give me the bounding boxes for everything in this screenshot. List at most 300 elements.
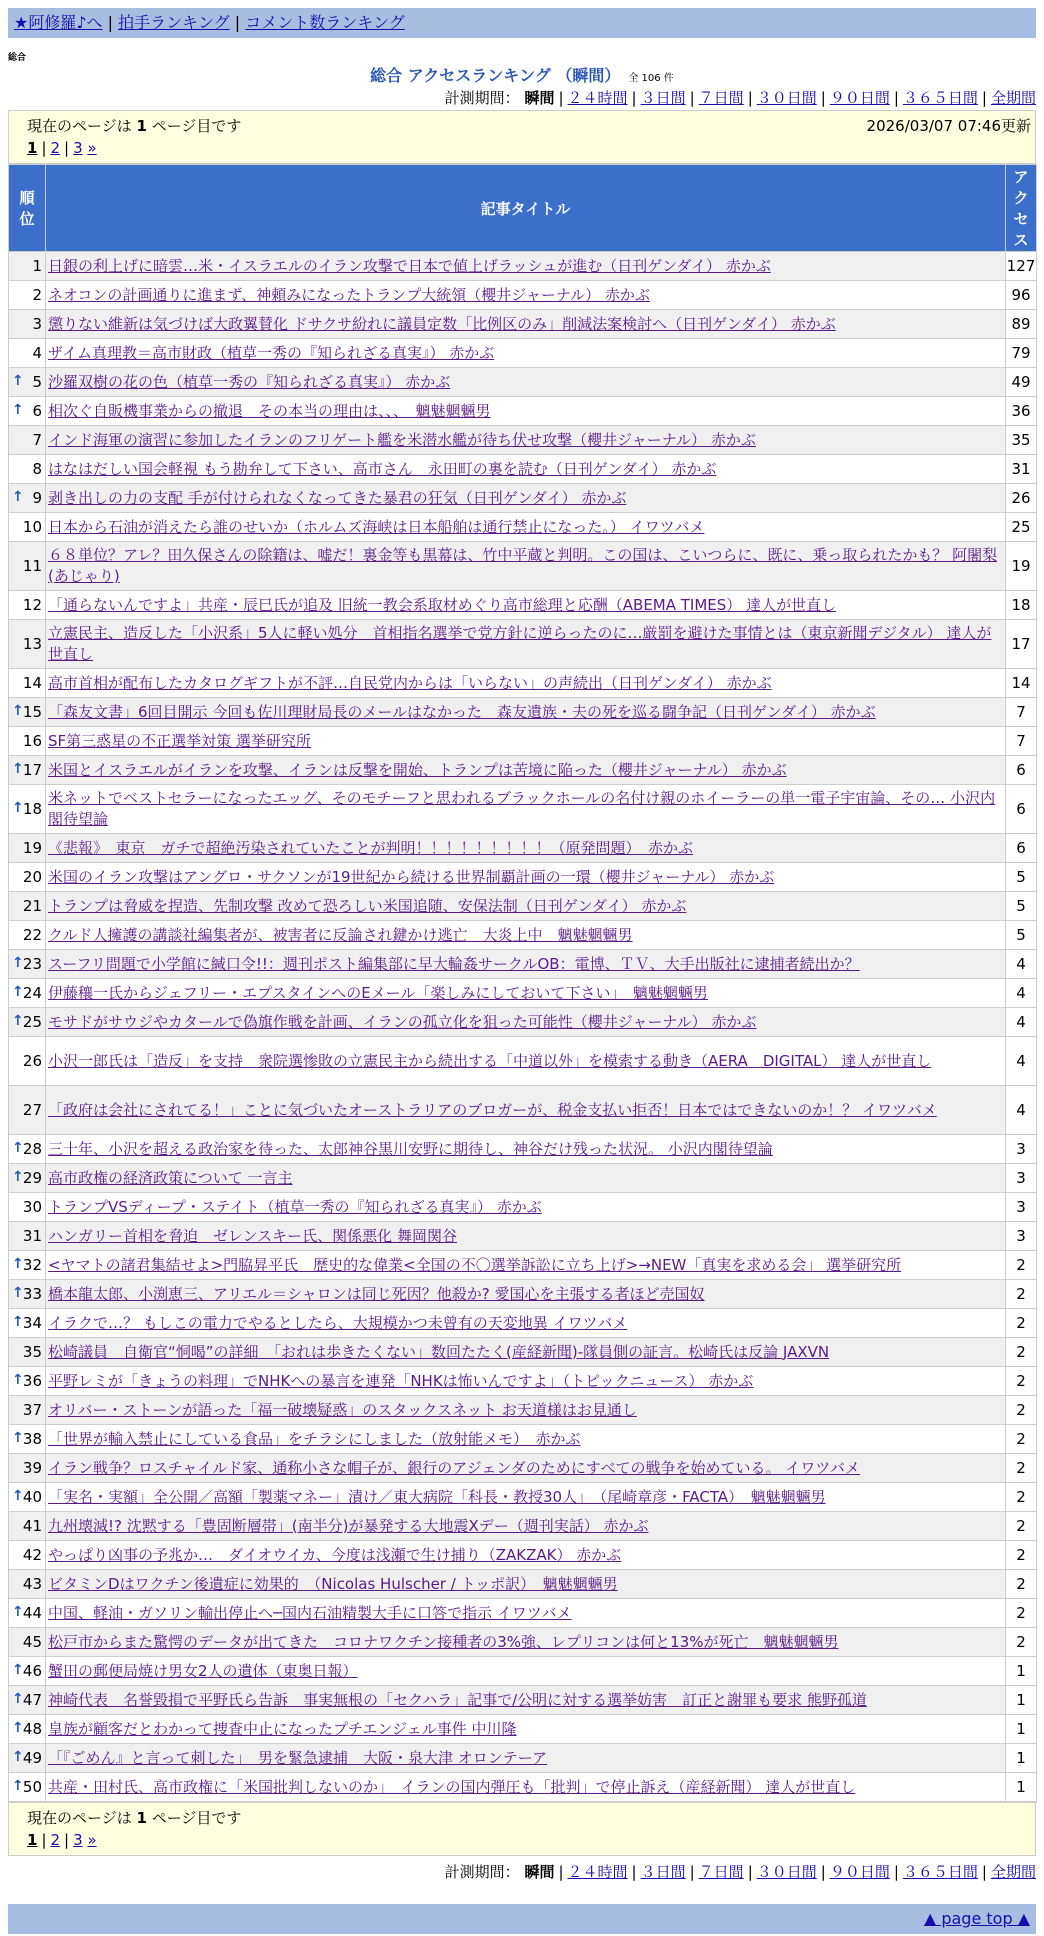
rank-cell [9,892,46,921]
table-row [9,1193,1037,1222]
period-option-link[interactable]: 全期間 [990,89,1036,107]
rank-cell [9,785,46,834]
period-option-link[interactable]: ２４時間 [567,89,628,107]
pager-links [27,1831,97,1849]
up-arrow-icon: ↑ [12,1662,24,1678]
access-count: 2 [1006,1396,1037,1425]
access-count: 3 [1006,1135,1037,1164]
access-count: 1 [1006,1686,1037,1715]
title-cell [46,455,1006,484]
article-title-link[interactable]: 立憲民主、造反した「小沢系」5人に軽い処分 首相指名選挙で党方針に逆らったのに…厳罰を避けた事情とは（東京新聞デジタル） 達人が世直し [48,624,992,663]
rank-number: 46 [22,1662,42,1680]
up-arrow-icon: ↑ [12,1140,24,1156]
pager-box-bottom [8,1802,1036,1856]
article-title-link[interactable]: 「世界が輸入禁止にしている食品」をチラシにしました（放射能メモ） 赤かぶ [48,1429,581,1448]
period-option-link[interactable]: ３０日間 [756,89,817,107]
period-separator: | [820,1863,826,1881]
pager-separator: | [41,139,47,157]
title-cell [46,1483,1006,1512]
access-count: 2 [1006,1338,1037,1367]
title-cell [46,1338,1006,1367]
rank-number: 2 [32,286,42,304]
access-count: 1 [1006,1657,1037,1686]
rank-number: 35 [22,1343,42,1361]
applause-ranking-link[interactable]: 拍手ランキング [118,13,230,32]
article-title-link[interactable]: 九州壊滅!? 沈黙する「豊固断層帯」(南半分)が暴発する大地震Xデー（週刊実話） 赤かぶ [48,1516,649,1535]
rank-cell [9,834,46,863]
table-row [9,1086,1037,1135]
article-title-link[interactable]: 蟹田の郵便局焼け男女2人の遺体（東奥日報） [48,1661,358,1680]
table-row [9,979,1037,1008]
rank-number: 40 [22,1488,42,1506]
section-tag: 総合 [8,53,27,63]
article-title-link[interactable]: 「実名・実額」全公開／高額「製薬マネー」漬け／東大病院「科長・教授30人」 （尾崎章彦・FACTA） 魑魅魍魎男 [48,1487,826,1506]
period-separator: | [689,1863,695,1881]
rank-number: 8 [32,460,42,478]
title-cell [46,1425,1006,1454]
article-title-link[interactable]: 懲りない維新は気づけば大政翼賛化 ドサクサ紛れに議員定数「比例区のみ」削減法案検討へ（日刊ゲンダイ） 赤かぶ [48,314,836,333]
rank-number: 26 [22,1052,42,1070]
pager-page-link[interactable]: 3 [73,1831,83,1849]
rank-cell [9,1744,46,1773]
title-cell [46,368,1006,397]
rank-cell [9,1367,46,1396]
home-link[interactable]: ★阿修羅♪へ [14,13,103,32]
article-title-link[interactable]: クルド人擁護の講談社編集者が、被害者に反論され鍵かけ逃亡 大炎上中 魑魅魍魎男 [48,925,633,944]
table-row [9,892,1037,921]
up-arrow-icon: ↑ [12,1488,24,1504]
table-row [9,310,1037,339]
up-arrow-icon: ↑ [12,1285,24,1301]
rank-cell [9,484,46,513]
rank-cell [9,863,46,892]
title-cell [46,950,1006,979]
title-cell [46,1135,1006,1164]
access-count: 25 [1006,513,1037,542]
article-title-link[interactable]: イラン戦争？ロスチャイルド家、通称小さな帽子が、銀行のアジェンダのためにすべての戦争を始めている。 イワツバメ [48,1458,860,1477]
rank-cell [9,1135,46,1164]
up-arrow-icon: ↑ [12,1604,24,1620]
article-title-link[interactable]: 中国、軽油・ガソリン輸出停止へ─国内石油精製大手に口答で指示 イワツバメ [48,1603,572,1622]
page-top-link[interactable]: ▲ page top ▲ [923,1909,1030,1928]
access-count: 4 [1006,950,1037,979]
period-separator: | [893,1863,899,1881]
article-title-link[interactable]: 伊藤穰一氏からジェフリー・エプスタインへのEメール「楽しみにしておいて下さい」 魑魅魍魎男 [48,983,708,1002]
access-count: 2 [1006,1570,1037,1599]
article-title-link[interactable]: トランプは脅威を捏造、先制攻撃 改めて恐ろしい米国追随、安保法制（日刊ゲンダイ） 赤かぶ [48,896,687,915]
up-arrow-icon: ↑ [12,800,24,816]
title-cell [46,1773,1006,1802]
access-count: 2 [1006,1541,1037,1570]
rank-number: 43 [22,1575,42,1593]
title-cell [46,339,1006,368]
period-option-link[interactable]: ３０日間 [756,1863,817,1881]
title-cell [46,669,1006,698]
article-title-link[interactable]: 橋本龍太郎、小渕恵三、アリエル＝シャロンは同じ死因？他殺か? 愛国心を主張する者ほど売国奴 [48,1284,705,1303]
period-option-link[interactable]: 全期間 [990,1863,1036,1881]
article-title-link[interactable]: 松戸市からまた驚愕のデータが出てきた コロナワクチン接種者の3%強、レプリコンは何と13%が死亡 魑魅魍魎男 [48,1632,839,1651]
current-page-text: 現在のページは 1 ページ目です [27,1809,242,1827]
period-selector [8,86,1036,110]
page-title [8,66,1036,86]
article-title-link[interactable]: <ヤマトの諸君集結せよ>門脇昇平氏 歴史的な偉業<全国の不〇選挙訴訟に立ち上げ>→NEW「真実を求める会」 選挙研究所 [48,1255,902,1274]
period-separator: | [747,89,753,107]
title-cell [46,1251,1006,1280]
rank-cell [9,1773,46,1802]
access-count: 18 [1006,591,1037,620]
article-title-link[interactable]: 日銀の利上げに暗雲…米・イスラエルのイラン攻撃で日本で値上げラッシュが進む（日刊ゲンダイ） 赤かぶ [48,256,771,275]
rank-cell [9,1657,46,1686]
article-title-link[interactable]: 「『ごめん』と言って刺した」 男を緊急逮捕 大阪・泉大津 オロンテーア [48,1748,548,1767]
period-separator: | [689,89,695,107]
rank-number: 27 [22,1101,42,1119]
access-header: アク セス [1006,165,1037,252]
article-title-link[interactable]: 相次ぐ自販機事業からの撤退 その本当の理由は、、、 魑魅魍魎男 [48,401,491,420]
rank-cell [9,756,46,785]
page [8,8,1036,1934]
title-cell [46,513,1006,542]
article-title-link[interactable]: 《悲報》 東京 ガチで超絶汚染されていたことが判明！！！！！！！！！（原発問題） 赤かぶ [48,838,694,857]
title-cell [46,698,1006,727]
title-cell [46,1164,1006,1193]
pager-page-link[interactable]: 3 [73,139,83,157]
rank-number: 9 [32,489,42,507]
rank-cell [9,281,46,310]
period-selector-bottom [8,1858,1036,1886]
table-row [9,1309,1037,1338]
article-title-link[interactable]: ６８単位？アレ？田久保さんの除籍は、嘘だ！裏金等も黒幕は、竹中平蔵と判明。この国は、こいつらに、既に、乗っ取られたかも？ 阿闍梨(あじゃり) [48,546,998,585]
table-row [9,1483,1037,1512]
period-separator: | [631,1863,637,1881]
period-option-link[interactable]: ９０日間 [829,1863,890,1881]
table-row [9,1396,1037,1425]
rank-number: 14 [22,674,42,692]
article-title-link[interactable]: オリバー・ストーンが語った「福一破壊疑惑」のスタックスネット お天道様はお見通し [48,1400,637,1419]
article-title-link[interactable]: モサドがサウジやカタールで偽旗作戦を計画、イランの孤立化を狙った可能性（櫻井ジャーナル） 赤かぶ [48,1012,757,1031]
table-row [9,455,1037,484]
access-count: 1 [1006,1773,1037,1802]
article-title-link[interactable]: ハンガリー首相を脅迫 ゼレンスキー氏、関係悪化 舞岡関谷 [48,1226,457,1245]
rank-cell [9,1686,46,1715]
title-cell [46,1037,1006,1086]
rank-cell [9,1715,46,1744]
updated-timestamp: 2026/03/07 07:46更新 [866,117,1031,135]
rank-number: 37 [22,1401,42,1419]
access-count: 2 [1006,1454,1037,1483]
article-title-link[interactable]: イラクで…？ もしこの電力でやるとしたら、大規模かつ未曾有の天変地異 イワツバメ [48,1313,628,1332]
article-title-link[interactable]: はなはだしい国会軽視 もう勘弁して下さい、高市さん 永田町の裏を読む（日刊ゲンダイ） 赤かぶ [48,459,717,478]
title-cell [46,727,1006,756]
title-cell [46,1086,1006,1135]
table-row [9,950,1037,979]
up-arrow-icon: ↑ [12,1691,24,1707]
rank-cell [9,620,46,669]
rank-number: 38 [22,1430,42,1448]
rank-cell [9,950,46,979]
current-page-text: 現在のページは 1 ページ目です [27,117,242,135]
rank-cell [9,252,46,281]
period-separator: | [558,89,564,107]
article-title-link[interactable]: スーフリ問題で小学館に緘口令!!：週刊ポスト編集部に早大輪姦サークルOB：電博、ＴＶ、大手出版社に逮捕者続出か？ [48,954,860,973]
period-option-link[interactable]: ３日間 [640,89,686,107]
rank-number: 30 [22,1198,42,1216]
article-title-link[interactable]: 高市政権の経済政策について 一言主 [48,1168,293,1187]
title-cell [46,1628,1006,1657]
period-option-link[interactable]: ９０日間 [829,89,890,107]
table-row [9,834,1037,863]
rank-number: 34 [22,1314,42,1332]
article-title-link[interactable]: 米ネットでベストセラーになったエッグ、そのモチーフと思われるブラックホールの名付け親のホイーラーの単一電子宇宙論、その… 小沢内閣待望論 [48,789,996,828]
access-count: 7 [1006,698,1037,727]
rank-number: 31 [22,1227,42,1245]
rank-cell [9,1570,46,1599]
title-cell [46,979,1006,1008]
table-row [9,1425,1037,1454]
article-title-link[interactable]: 沙羅双樹の花の色（植草一秀の『知られざる真実』） 赤かぶ [48,372,451,391]
period-separator: | [981,1863,987,1881]
access-count: 5 [1006,921,1037,950]
access-count: 6 [1006,756,1037,785]
table-row [9,1512,1037,1541]
rank-number: 41 [22,1517,42,1535]
rank-number: 20 [22,868,42,886]
page-title-text: 総合 アクセスランキング （瞬間） [370,66,621,85]
rank-number: 32 [22,1256,42,1274]
pager-next-link[interactable]: » [87,1831,97,1849]
access-count: 49 [1006,368,1037,397]
article-title-link[interactable]: 「森友文書」6回目開示 今回も佐川理財局長のメールはなかった 森友遺族・夫の死を巡る闘争記（日刊ゲンダイ） 赤かぶ [48,702,876,721]
bottom-bar [8,1904,1036,1934]
rank-cell [9,921,46,950]
access-count: 3 [1006,1193,1037,1222]
rank-number: 10 [22,518,42,536]
access-count: 127 [1006,252,1037,281]
table-row [9,1773,1037,1802]
title-cell [46,1686,1006,1715]
rank-cell [9,1164,46,1193]
rank-number: 6 [32,402,42,420]
title-cell [46,1280,1006,1309]
rank-cell [9,1628,46,1657]
title-cell [46,1657,1006,1686]
article-title-link[interactable]: 皇族が顧客だとわかって捜査中止になったプチエンジェル事件 中川隆 [48,1719,517,1738]
table-row [9,785,1037,834]
access-count: 2 [1006,1628,1037,1657]
access-count: 79 [1006,339,1037,368]
rank-number: 23 [22,955,42,973]
article-title-link[interactable]: トランプVSディープ・ステイト（植草一秀の『知られざる真実』） 赤かぶ [48,1197,542,1216]
access-count: 96 [1006,281,1037,310]
up-arrow-icon: ↑ [12,1169,24,1185]
rank-number: 17 [22,761,42,779]
title-cell [46,252,1006,281]
rank-number: 15 [22,703,42,721]
ranking-table [8,164,1037,1802]
access-count: 2 [1006,1512,1037,1541]
rank-number: 25 [22,1013,42,1031]
article-title-link[interactable]: ザイム真理教＝高市財政（植草一秀の『知られざる真実』） 赤かぶ [48,343,495,362]
title-cell [46,1193,1006,1222]
title-cell [46,591,1006,620]
table-row [9,620,1037,669]
rank-number: 28 [22,1140,42,1158]
article-title-link[interactable]: 平野レミが「きょうの料理」でNHKへの暴言を連発「NHKは怖いんですよ」（トピックニュース） 赤かぶ [48,1371,754,1390]
table-row [9,426,1037,455]
period-label: 計測期間： [444,89,520,107]
rank-cell [9,1280,46,1309]
rank-number: 5 [32,373,42,391]
up-arrow-icon: ↑ [12,703,24,719]
period-option-link[interactable]: ３６５日間 [902,89,978,107]
rank-header: 順 位 [9,165,46,252]
article-title-link[interactable]: インド海軍の演習に参加したイランのフリゲート艦を米潜水艦が待ち伏せ攻撃（櫻井ジャーナル） 赤かぶ [48,430,756,449]
table-row [9,281,1037,310]
rank-cell [9,1425,46,1454]
rank-number: 39 [22,1459,42,1477]
rank-number: 16 [22,732,42,750]
rank-number: 33 [22,1285,42,1303]
period-option-link[interactable]: ７日間 [698,89,744,107]
access-count: 2 [1006,1309,1037,1338]
table-row [9,591,1037,620]
table-row [9,252,1037,281]
period-separator: | [893,89,899,107]
access-count: 2 [1006,1280,1037,1309]
rank-number: 29 [22,1169,42,1187]
article-title-link[interactable]: 剥き出しの力の支配 手が付けられなくなってきた暴君の狂気（日刊ゲンダイ） 赤かぶ [48,488,627,507]
period-current: 瞬間 [524,1863,555,1881]
access-count: 2 [1006,1425,1037,1454]
article-title-link[interactable]: 「政府は会社にされてる！」ことに気づいたオーストラリアのブロガーが、税金支払い拒否！日本ではできないのか！？ イワツバメ [48,1100,937,1119]
article-title-link[interactable]: やっぱり凶事の予兆か… ダイオウイカ、今度は浅瀬で生け捕り（ZAKZAK） 赤かぶ [48,1545,622,1564]
article-title-link[interactable]: 松崎議員 自衛官“恫喝”の詳細 「おれは歩きたくない」数回たたく(産経新聞)-隊員側の証言。松崎氏は反論 JAXVN [48,1342,830,1361]
table-row [9,1686,1037,1715]
period-option-link[interactable]: ３日間 [640,1863,686,1881]
article-title-link[interactable]: 三十年、小沢を超える政治家を待った、太郎神谷黒川安野に期待し、神谷だけ残った状況。 小沢内閣待望論 [48,1139,773,1158]
rank-number: 11 [22,557,42,575]
rank-cell [9,727,46,756]
pager-current: 1 [27,139,38,157]
title-cell [46,1309,1006,1338]
current-page-number: 1 [136,1809,147,1827]
rank-cell [9,426,46,455]
access-count: 4 [1006,1008,1037,1037]
article-title-link[interactable]: 小沢一郎氏は「造反」を支持 衆院選惨敗の立憲民主から続出する「中道以外」を模索する動き（AERA DIGITAL） 達人が世直し [48,1051,932,1070]
table-row [9,1367,1037,1396]
rank-number: 44 [22,1604,42,1622]
period-option-link[interactable]: ３６５日間 [902,1863,978,1881]
article-title-link[interactable]: 共産・田村氏、高市政権に「米国批判しないのか」 イランの国内弾圧も「批判」で停止訴え（産経新聞） 達人が世直し [48,1777,856,1796]
rank-number: 22 [22,926,42,944]
table-row [9,1657,1037,1686]
period-option-link[interactable]: ２４時間 [567,1863,628,1881]
article-title-link[interactable]: SF第三惑星の不正選挙対策 選挙研究所 [48,731,311,750]
article-title-link[interactable]: 高市首相が配布したカタログギフトが不評…自民党内からは「いらない」の声続出（日刊ゲンダイ） 赤かぶ [48,673,772,692]
table-row [9,1135,1037,1164]
total-count: 全 106 件 [628,73,674,84]
table-row [9,698,1037,727]
access-count: 31 [1006,455,1037,484]
title-cell [46,1744,1006,1773]
comment-ranking-link[interactable]: コメント数ランキング [245,13,405,32]
access-count: 19 [1006,542,1037,591]
access-count: 3 [1006,1164,1037,1193]
article-title-link[interactable]: 米国とイスラエルがイランを攻撃、イランは反撃を開始、トランプは苦境に陥った（櫻井ジャーナル） 赤かぶ [48,760,787,779]
rank-number: 19 [22,839,42,857]
table-row [9,1037,1037,1086]
article-title-link[interactable]: 神崎代表 名誉毀損で平野氏ら告訴 事実無根の「セクハラ」記事で/公明に対する選挙妨害 訂正と謝罪も要求 熊野孤道 [48,1690,867,1709]
table-row [9,727,1037,756]
title-cell [46,620,1006,669]
up-arrow-icon: ↑ [12,984,24,1000]
table-row [9,1280,1037,1309]
pager-page-link[interactable]: 2 [50,139,61,157]
title-cell [46,426,1006,455]
nav-separator: | [107,13,114,32]
rank-cell [9,1008,46,1037]
access-count: 5 [1006,892,1037,921]
table-row [9,1599,1037,1628]
table-row [9,1715,1037,1744]
up-arrow-icon: ↑ [12,1749,24,1765]
rank-cell [9,1599,46,1628]
rank-cell [9,542,46,591]
title-cell [46,1454,1006,1483]
up-arrow-icon: ↑ [12,402,24,418]
access-count: 2 [1006,1599,1037,1628]
up-arrow-icon: ↑ [12,1372,24,1388]
table-row [9,1338,1037,1367]
period-separator: | [820,89,826,107]
rank-number: 45 [22,1633,42,1651]
rank-cell [9,1512,46,1541]
rank-number: 12 [22,596,42,614]
rank-cell [9,368,46,397]
article-title-link[interactable]: ネオコンの計画通りに進まず、神頼みになったトランプ大統領（櫻井ジャーナル） 赤かぶ [48,285,650,304]
pager-next-link[interactable]: » [87,139,97,157]
pager-separator: | [41,1831,47,1849]
article-title-link[interactable]: ビタミンDはワクチン後遺症に効果的 （Nicolas Hulscher / トッポ訳） 魑魅魍魎男 [48,1574,618,1593]
article-title-link[interactable]: 「通らないんですよ」共産・辰巳氏が追及 旧統一教会系取材めぐり高市総理と応酬（ABEMA TIMES） 達人が世直し [48,595,837,614]
rank-cell [9,1037,46,1086]
access-count: 5 [1006,863,1037,892]
table-row [9,513,1037,542]
title-cell [46,1008,1006,1037]
table-row [9,921,1037,950]
rank-number: 7 [32,431,42,449]
access-count: 1 [1006,1715,1037,1744]
rank-cell [9,1222,46,1251]
access-count: 26 [1006,484,1037,513]
rank-number: 3 [32,315,42,333]
article-title-link[interactable]: 米国のイラン攻撃はアングロ・サクソンが19世紀から続ける世界制覇計画の一環（櫻井ジャーナル） 赤かぶ [48,867,775,886]
pager-page-link[interactable]: 2 [50,1831,61,1849]
article-title-link[interactable]: 日本から石油が消えたら誰のせいか（ホルムズ海峡は日本船舶は通行禁止になった。） イワツバメ [48,517,705,536]
title-cell [46,484,1006,513]
up-arrow-icon: ↑ [12,1013,24,1029]
rank-cell [9,1309,46,1338]
title-cell [46,1396,1006,1425]
rank-cell [9,1251,46,1280]
period-option-link[interactable]: ７日間 [698,1863,744,1881]
rank-number: 18 [22,800,42,818]
access-count: 7 [1006,727,1037,756]
up-arrow-icon: ↑ [12,761,24,777]
pager-box [8,110,1036,164]
rank-cell [9,591,46,620]
title-cell [46,281,1006,310]
rank-cell [9,513,46,542]
